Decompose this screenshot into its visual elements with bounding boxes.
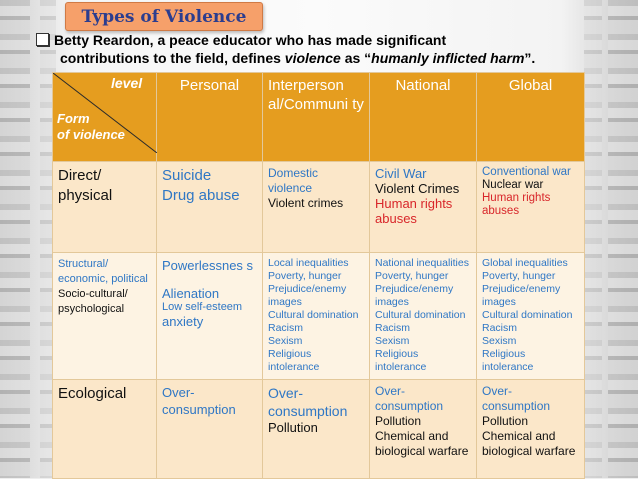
slide-title: Types of Violence: [81, 6, 247, 27]
cell-item: Pollution: [375, 414, 422, 428]
pillar-decoration-right-inner: [584, 0, 602, 478]
cell-item: Alienation: [162, 286, 220, 301]
corner-form-line-2: of violence: [57, 127, 125, 142]
cell-item: Local inequalities: [268, 257, 349, 269]
intro-emphasis-violence: violence: [284, 50, 341, 66]
cell-item: Cultural domination: [268, 309, 359, 321]
intro-text: [36, 31, 596, 67]
cell-item: Human rights abuses: [482, 192, 551, 217]
cell-item: Suicide: [162, 167, 212, 184]
cell-item: Chemical and biological warfare: [482, 429, 576, 458]
cell-item: Religious intolerance: [482, 348, 534, 373]
corner-form-label: [57, 111, 125, 143]
checkbox-bullet-icon: [36, 33, 49, 46]
form-cell: [53, 380, 157, 479]
cell-item: Prejudice/enemy images: [268, 283, 347, 308]
personal-cell: [157, 162, 263, 253]
cell-item: Chemical and biological warfare: [375, 429, 469, 458]
intro-text-c: ”.: [524, 50, 536, 66]
cell-item: Poverty, hunger: [268, 270, 342, 282]
cell-item: National inequalities: [375, 257, 469, 269]
intro-text-b: as “: [340, 50, 372, 66]
cell-item: Over- consumption: [268, 385, 348, 419]
intro-text-a: contributions to the field, defines: [60, 50, 285, 66]
form-label: Structural/ economic, political: [58, 258, 148, 285]
cell-item: Pollution: [482, 414, 529, 428]
row-direct-physical: [53, 162, 585, 253]
intro-line-1: Betty Reardon, a peace educator who has made significant: [54, 32, 447, 48]
header-personal: Personal: [157, 73, 263, 162]
corner-cell: [53, 73, 157, 162]
cell-item: Sexism: [268, 335, 303, 347]
violence-types-table: [52, 72, 585, 479]
global-cell: [477, 253, 585, 380]
interpersonal-cell: [263, 253, 370, 380]
row-structural: [53, 253, 585, 380]
interpersonal-cell: [263, 380, 370, 479]
national-cell: [370, 162, 477, 253]
cell-item: Conventional war: [482, 166, 571, 178]
cell-item: Drug abuse: [162, 187, 240, 204]
national-cell: [370, 253, 477, 380]
cell-item: Cultural domination: [482, 309, 573, 321]
cell-item: Over- consumption: [482, 384, 551, 413]
pillar-decoration-left: [0, 0, 30, 478]
header-interpersonal: Interperson al/Communi ty: [263, 73, 370, 162]
cell-item: Civil War: [375, 166, 427, 181]
cell-item: Religious intolerance: [268, 348, 320, 373]
cell-item: Violent Crimes: [375, 181, 460, 196]
national-cell: [370, 380, 477, 479]
interpersonal-cell: [263, 162, 370, 253]
cell-item: Religious intolerance: [375, 348, 427, 373]
row-ecological: [53, 380, 585, 479]
cell-item: Prejudice/enemy images: [482, 283, 561, 308]
header-row: [53, 73, 585, 162]
slide-title-box: [65, 2, 263, 31]
form-cell: [53, 253, 157, 380]
cell-item: Domestic violence: [268, 166, 319, 195]
global-cell: [477, 380, 585, 479]
personal-cell: [157, 253, 263, 380]
cell-item: anxiety: [162, 314, 204, 329]
corner-level-label: level: [111, 75, 143, 91]
cell-item: Over- consumption: [162, 385, 236, 417]
header-global: Global: [477, 73, 585, 162]
form-label: Direct/ physical: [58, 167, 113, 204]
intro-line-2: [60, 49, 596, 67]
cell-item: Sexism: [375, 335, 410, 347]
cell-item: Racism: [482, 322, 518, 334]
form-label: Socio-cultural/ psychological: [58, 288, 128, 315]
form-label: Ecological: [58, 385, 127, 402]
cell-item: Cultural domination: [375, 309, 466, 321]
cell-item: Nuclear war: [482, 179, 544, 191]
cell-item: Pollution: [268, 420, 318, 435]
corner-form-line-1: Form: [57, 111, 90, 126]
cell-item: Low self-esteem: [162, 301, 243, 313]
cell-item: Over- consumption: [375, 384, 444, 413]
cell-item: Violent crimes: [268, 196, 344, 210]
pillar-decoration-right: [608, 0, 638, 478]
header-national: National: [370, 73, 477, 162]
cell-item: Global inequalities: [482, 257, 568, 269]
cell-item: Poverty, hunger: [375, 270, 449, 282]
cell-item: Racism: [268, 322, 304, 334]
cell-item: Powerlessnes s: [162, 258, 254, 273]
cell-item: Sexism: [482, 335, 517, 347]
cell-item: Poverty, hunger: [482, 270, 556, 282]
global-cell: [477, 162, 585, 253]
form-cell: [53, 162, 157, 253]
cell-item: Prejudice/enemy images: [375, 283, 454, 308]
cell-item: Human rights abuses: [375, 196, 453, 226]
cell-item: Racism: [375, 322, 411, 334]
personal-cell: [157, 380, 263, 479]
intro-emphasis-harm: humanly inflicted harm: [371, 50, 525, 66]
